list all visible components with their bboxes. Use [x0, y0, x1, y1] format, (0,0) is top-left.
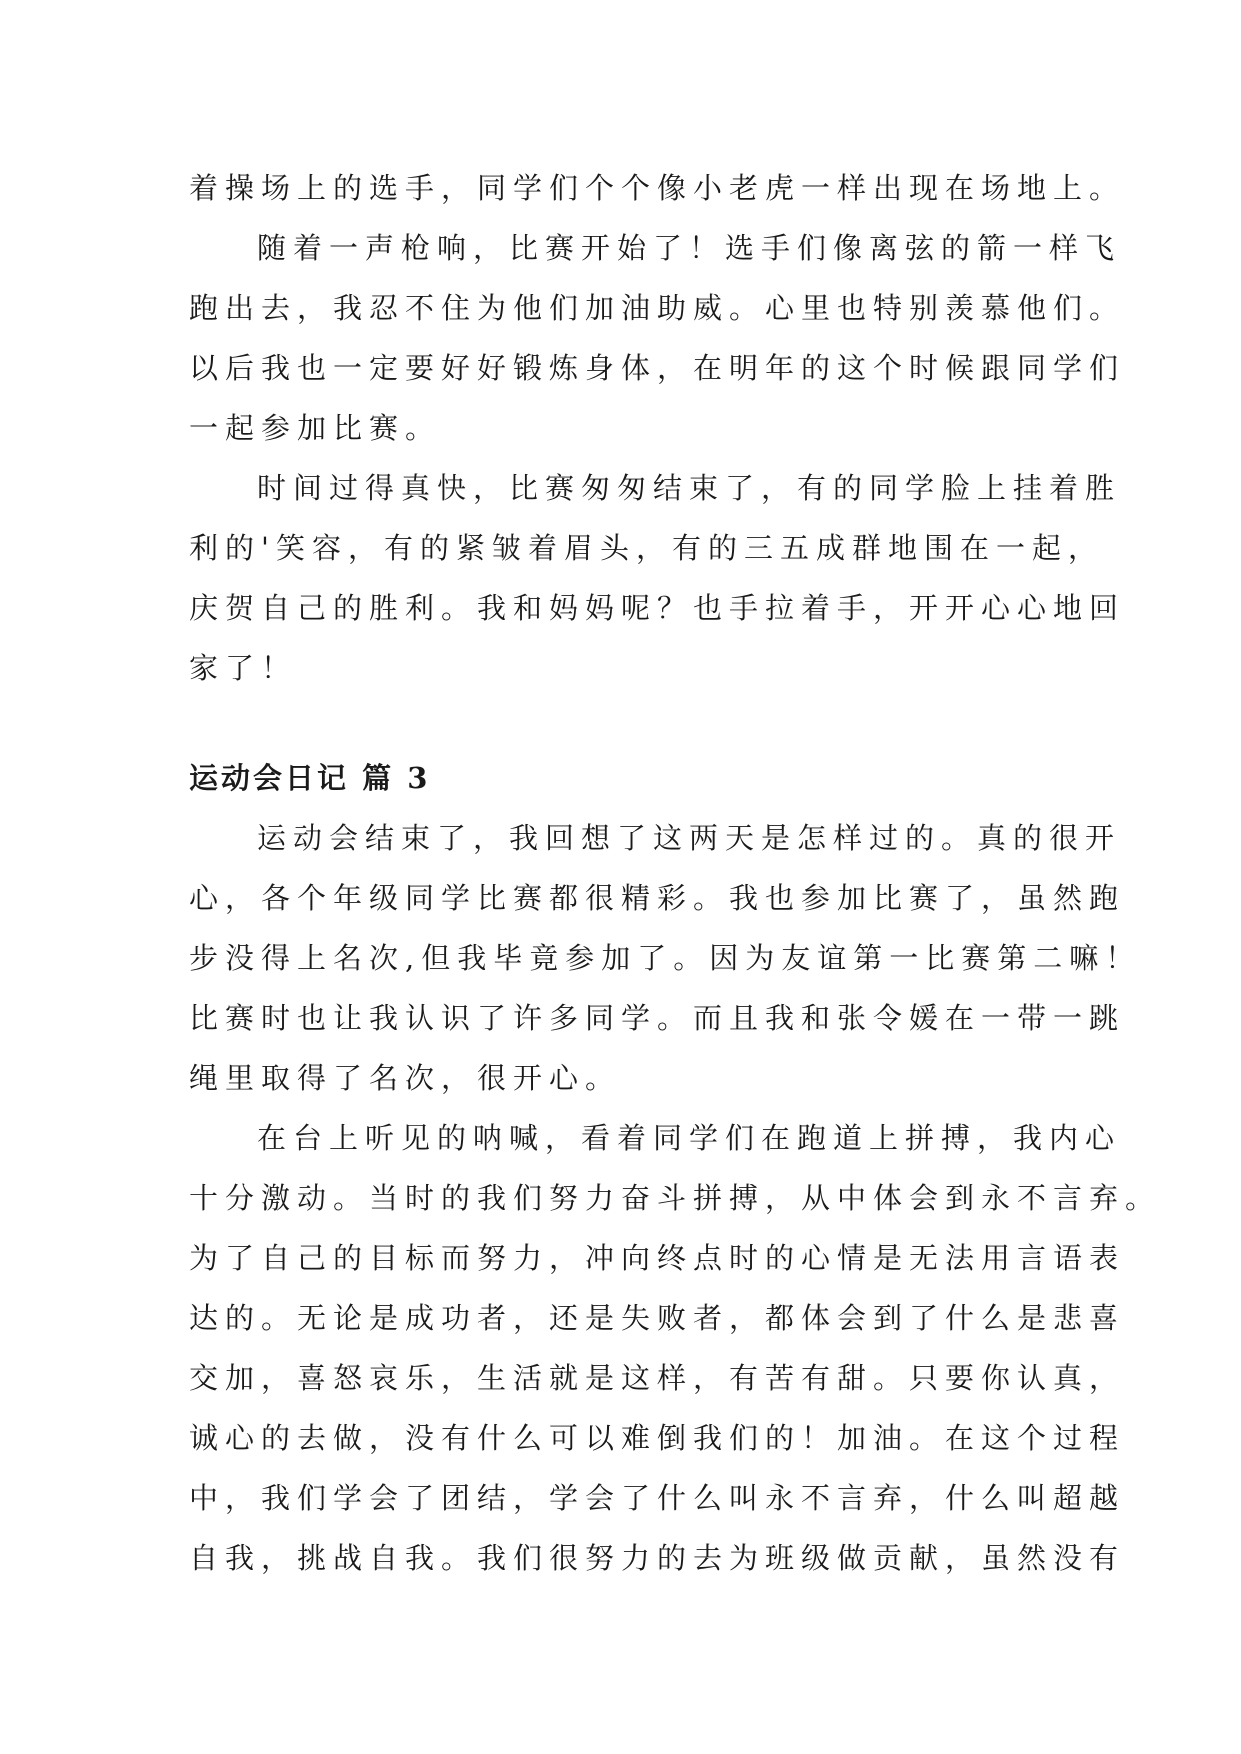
body-line: 利的'笑容，有的紧皱着眉头，有的三五成群地围在一起，: [189, 531, 1104, 565]
body-line: 诚心的去做，没有什么可以难倒我们的！加油。在这个过程: [189, 1421, 1126, 1455]
body-line: 绳里取得了名次，很开心。: [189, 1061, 622, 1095]
paragraph-start-line: 运动会结束了，我回想了这两天是怎样过的。真的很开: [257, 821, 1122, 855]
paragraph-start-line: 随着一声枪响，比赛开始了！选手们像离弦的箭一样飞: [257, 231, 1122, 265]
paragraph-start-line: 在台上听见的呐喊，看着同学们在跑道上拼搏，我内心: [257, 1121, 1122, 1155]
body-line: 中，我们学会了团结，学会了什么叫永不言弃，什么叫超越: [189, 1481, 1126, 1515]
body-line: 着操场上的选手，同学们个个像小老虎一样出现在场地上。: [189, 171, 1126, 205]
body-line: 十分激动。当时的我们努力奋斗拼搏，从中体会到永不言弃。: [189, 1181, 1162, 1215]
body-line: 为了自己的目标而努力，冲向终点时的心情是无法用言语表: [189, 1241, 1126, 1275]
body-line: 庆贺自己的胜利。我和妈妈呢？也手拉着手，开开心心地回: [189, 591, 1126, 625]
body-line: 自我，挑战自我。我们很努力的去为班级做贡献，虽然没有: [189, 1541, 1126, 1575]
body-line: 步没得上名次,但我毕竟参加了。因为友谊第一比赛第二嘛！: [189, 941, 1142, 975]
body-line: 心，各个年级同学比赛都很精彩。我也参加比赛了，虽然跑: [189, 881, 1126, 915]
body-line: 跑出去，我忍不住为他们加油助威。心里也特别羡慕他们。: [189, 291, 1126, 325]
body-line: 一起参加比赛。: [189, 411, 442, 445]
body-line: 达的。无论是成功者，还是失败者，都体会到了什么是悲喜: [189, 1301, 1126, 1335]
section-heading: 运动会日记 篇 3: [189, 761, 431, 795]
body-line: 交加，喜怒哀乐，生活就是这样，有苦有甜。只要你认真，: [189, 1361, 1126, 1395]
body-line: 比赛时也让我认识了许多同学。而且我和张令媛在一带一跳: [189, 1001, 1126, 1035]
section-spacer: [189, 698, 1067, 748]
body-line: 以后我也一定要好好锻炼身体，在明年的这个时候跟同学们: [189, 351, 1126, 385]
body-line: 家了！: [189, 651, 298, 685]
paragraph-start-line: 时间过得真快，比赛匆匆结束了，有的同学脸上挂着胜: [257, 471, 1122, 505]
document-body: [189, 158, 1162, 1588]
